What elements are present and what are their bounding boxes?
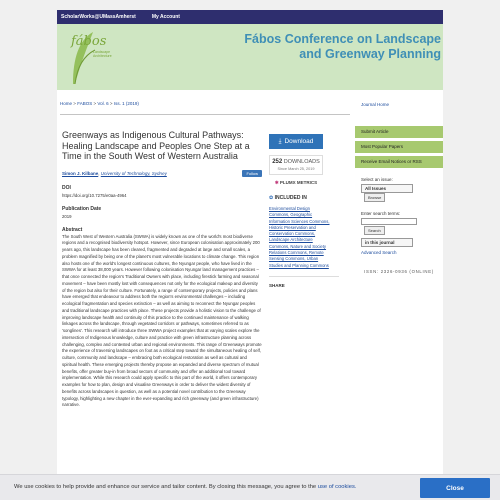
cookie-message <box>14 484 356 490</box>
doi-link[interactable]: https://doi.org/10.7275/e0aa-4964 <box>62 192 127 198</box>
email-notices-link[interactable]: Receive Email Notices or RSS <box>355 156 443 168</box>
download-button[interactable] <box>269 134 323 149</box>
logo-text: fábos <box>71 34 107 49</box>
included-label: INCLUDED IN <box>274 195 307 201</box>
article-body <box>62 130 262 409</box>
breadcrumb-separator: > <box>73 101 76 106</box>
divider <box>60 114 350 115</box>
download-label: Download <box>284 138 314 145</box>
article-title: Greenways as Indigenous Cultural Pathways: Healing Landscape and Peoples One Step at a Time in the South West of Western Australia <box>62 130 250 161</box>
breadcrumb-series[interactable]: FABOS <box>77 101 93 106</box>
author-row <box>62 170 262 177</box>
included-in-heading <box>269 195 349 201</box>
author-name-link[interactable]: Simon J. Kilbane <box>62 170 99 176</box>
journal-navigation <box>355 90 443 275</box>
author: Simon J. Kilbane, University of Technology, Sydney <box>62 170 167 176</box>
search-button[interactable]: Search <box>364 226 385 235</box>
journal-home-link[interactable]: Journal Home <box>361 102 390 107</box>
main-content <box>57 90 443 500</box>
abstract-text: The South West of Western Australia (SWWA) is widely known as one of the world's most biodiverse regions and a recognised biodiversity hotspot. However, since European colonisation approximately 200 years ago, this landscape has been cleared, fragmented and degraded at large and small scales, a problem magnified by being one of the planet's most vulnerable locations to climate change. This region also hosts one of the world's longest continuous cultures, the Nyungar people, who have lived in the SWWA for at least 38,000 years. However following colonisation Nyungar land management practices – that once connected the region's Traditional Owners with place, including firestick farming and seasonal movement – have been mostly lost with consequences not only for the ecological makeup and diversity of the region but also for their culture. Fortunately, a range of contemporary projects, policies and plans have emerged that endeavour to address both the region's environmental challenges – including ecological fragmentation and species extinction – as well as aiming to reconnect the Nyungar peoples and traditional landscape practices with place. These projects provide a holistic vision to the challenge of improving landscape health and continuity of this practice to the continued maintenance of walking linkages across the landscape, through vegetated corridors or pathways, sometimes referred to as 'songlines'. This research will introduce three SWWA project examples that at varying scales explore the intersection of Indigenous knowledge, culture and practice with green infrastructure planning across challenging, complex and contested urban and regional environments. This range of Greenways promote the experience of traversing landscapes on foot as a critical step toward the simultaneous healing of self, culture, community and landscape – embracing both ecological restoration as well as cultural and spiritual health. These emerging projects thereby propose an expanded and diverse spectrum of mutual benefits, offer greater buy-in from broad sectors of community and offer an additional tool toward implementation. While this research could apply specific to this part of the world, it offers contemporary examples for how to plan, design and visualise Greenways in order to deliver the widest diversity of benefits across landscapes in question, as well as a potential novel contribution to the Greenway typology, highlighting a new chapter in the ever-expanding and rich greenway (and green infrastructure) narrative. <box>62 233 262 408</box>
most-popular-link[interactable]: Most Popular Papers <box>355 141 443 153</box>
plumx-icon: ✱ <box>274 180 279 185</box>
plumx-metrics[interactable] <box>269 180 323 186</box>
advanced-search-link[interactable]: Advanced Search <box>361 250 397 255</box>
submit-article-link[interactable]: Submit Article <box>355 126 443 138</box>
doi-label: DOI <box>62 184 71 191</box>
breadcrumb-issue[interactable]: Iss. 1 (2019) <box>113 101 139 106</box>
logo-subtext: Landscape Architecture <box>93 50 112 58</box>
share-heading: SHARE <box>269 276 339 288</box>
site-title[interactable]: Fábos Conference on Landscape and Greenway Planning <box>244 32 441 61</box>
cookie-policy-link[interactable]: use of cookies. <box>317 484 357 490</box>
my-account-link[interactable]: My Account <box>151 14 180 20</box>
issn: ISSN: 2326-0936 (ONLINE) <box>364 269 434 274</box>
breadcrumb-separator: > <box>109 101 113 106</box>
follow-button[interactable]: Follow <box>242 170 262 177</box>
plumx-label: PLUMX METRICS <box>279 180 318 185</box>
issue-select[interactable]: All Issues <box>361 184 413 193</box>
download-since: Since March 25, 2019 <box>277 167 315 171</box>
search-scope-select[interactable]: in this journal <box>361 238 413 247</box>
issue-select-block <box>355 177 443 202</box>
download-count <box>272 159 320 165</box>
breadcrumb-home[interactable]: Home <box>60 101 73 106</box>
cookie-banner <box>0 474 500 500</box>
download-icon: ⤓ <box>278 137 282 145</box>
home-link[interactable]: ScholarWorks@UMassAmherst <box>61 14 136 20</box>
breadcrumb-separator: > <box>93 101 97 106</box>
pubdate-value: 2019 <box>62 213 72 219</box>
included-icon: ✿ <box>269 195 274 201</box>
download-count-box <box>269 155 323 175</box>
included-in-links[interactable]: Environmental Design Commons, Geographic Information Sciences Commons, Historic Preservation and Conservation Commons, Landscape Architecture Commons, Nature and Society Relations Commons, Remote Sensing Commons, Urban Studies and Planning Commons <box>269 206 330 268</box>
cookie-close-button[interactable]: Close <box>420 478 490 498</box>
download-count-number: 252 <box>272 159 283 165</box>
top-nav-bar <box>57 10 443 24</box>
pubdate-label: Publication Date <box>62 205 102 212</box>
author-affiliation[interactable]: University of Technology, Sydney <box>100 170 167 176</box>
article-sidebar <box>269 134 349 288</box>
issue-select-label: Select an issue: <box>361 177 393 182</box>
search-label: Enter search terms: <box>361 211 401 216</box>
download-count-label: DOWNLOADS <box>283 159 320 165</box>
cookie-text: We use cookies to help provide and enhance our service and tailor content. By closing this message, you agree to the <box>14 484 317 490</box>
browse-button[interactable]: Browse <box>364 193 385 202</box>
header-banner[interactable] <box>57 24 443 90</box>
breadcrumb <box>60 101 139 106</box>
search-input[interactable] <box>361 218 417 225</box>
abstract-label: Abstract <box>62 226 83 233</box>
breadcrumb-volume[interactable]: Vol. 6 <box>97 101 109 106</box>
search-block <box>355 211 443 247</box>
